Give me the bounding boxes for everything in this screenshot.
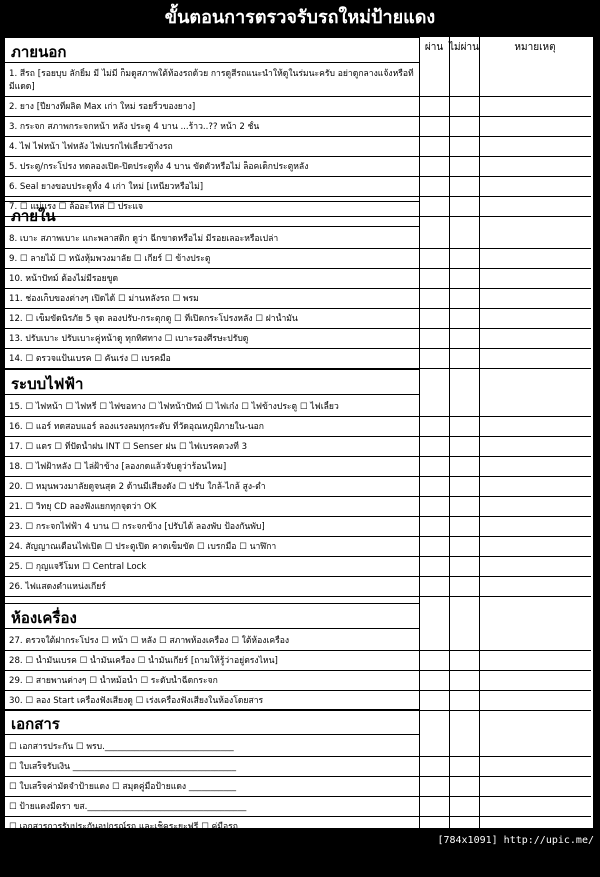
checklist-row[interactable] (5, 99, 591, 117)
checklist-row[interactable] (5, 579, 591, 597)
checklist-row[interactable] (5, 311, 591, 329)
checklist-row[interactable] (5, 633, 591, 651)
checklist-item-text: 14. ☐ ตรวจแป้นเบรค ☐ คันเร่ง ☐ เบรคมือ (9, 354, 171, 364)
checklist-row[interactable] (5, 67, 591, 97)
checklist-item-text: 18. ☐ ไฟฝ้าหลัง ☐ ไล่ฝ้าข้าง [ลองกดแล้วจับดูว่าร้อนไหม] (9, 462, 227, 472)
checklist-item-text: 21. ☐ วิทยุ CD ลองฟังแยกทุกจุดว่า OK (9, 502, 157, 512)
checklist-item-text: 29. ☐ สายพานต่างๆ ☐ น้ำหม้อน้ำ ☐ ระดับน้ำฉีดกระจก (9, 676, 218, 686)
checklist-row[interactable] (5, 739, 591, 757)
section-title: ห้องเครื่อง (11, 609, 77, 627)
checklist-row[interactable] (5, 479, 591, 497)
checklist-item-text: 25. ☐ กุญแจรีโมท ☐ Central Lock (9, 562, 147, 572)
checklist-row[interactable] (5, 759, 591, 777)
checklist-row[interactable] (5, 779, 591, 797)
checklist-row[interactable] (5, 519, 591, 537)
section-title: ภายใน (11, 207, 56, 225)
section-title: ระบบไฟฟ้า (11, 375, 84, 393)
checklist-row[interactable] (5, 799, 591, 817)
checklist-item-text: 15. ☐ ไฟหน้า ☐ ไฟหรี่ ☐ ไฟขอทาง ☐ ไฟหน้าปัทม์ ☐ ไฟเก๋ง ☐ ไฟข้างประตู ☐ ไฟเลี้ยว (9, 402, 339, 412)
checklist-item-text: 9. ☐ ลายไม้ ☐ หนังหุ้มพวงมาลัย ☐ เกียร์ ☐ ข้างประตู (9, 254, 211, 264)
checklist-item-text: 10. หน้าปัทม์ ต้องไม่มีรอยขูด (9, 274, 119, 284)
column-header-fail: ไม่ผ่าน (449, 42, 479, 53)
checklist-item-text: 13. ปรับเบาะ ปรับเบาะคู่หน้าดู ทุกทิศทาง ☐ เบาะรองศีรษะปรับดู (9, 334, 249, 344)
checklist-item-text: 2. ยาง [ปียางที่ผลิต Max เก่า ใหม่ รอยริ้วของยาง] (9, 102, 196, 112)
section-header (5, 709, 419, 735)
checklist-item-text: ☐ ใบเสร็จค่ามัดจำป้ายแดง ☐ สมุดคู่มือป้ายแดง ___________ (9, 782, 237, 792)
checklist-item-text: 3. กระจก สภาพกระจกหน้า หลัง ประตู 4 บาน ...ร้าว..?? หน้า 2 ชั้น (9, 122, 260, 132)
checklist-row[interactable] (5, 539, 591, 557)
checklist-row[interactable] (5, 653, 591, 671)
column-header-pass: ผ่าน (424, 42, 444, 53)
checklist-item-text: 30. ☐ ลอง Start เครื่องฟังเสียงดู ☐ เร่งเครื่องฟังเสียงในห้องโดยสาร (9, 696, 264, 706)
checklist-row[interactable] (5, 419, 591, 437)
checklist-row[interactable] (5, 291, 591, 309)
checklist-row[interactable] (5, 119, 591, 137)
checklist-item-text: ☐ เอกสารเซ็นต์เตรียมจดทะเบียน _________________________ (9, 842, 242, 852)
checklist-row[interactable] (5, 439, 591, 457)
section-header (5, 201, 419, 227)
section-header (5, 37, 419, 63)
checklist-item-text: 16. ☐ แอร์ ทดสอบแอร์ ลองแรงลมทุกระดับ ที่วัดอุณหภูมิภายใน-นอก (9, 422, 264, 432)
checklist-item-text: 26. ไฟแสดงตำแหน่งเกียร์ (9, 582, 106, 592)
checklist-item-text: 20. ☐ หมุนพวงมาลัยดูจนสุด 2 ด้านมีเสียงดัง ☐ ปรับ ใกล้-ไกล้ สูง-ต่ำ (9, 482, 266, 492)
section-header (5, 603, 419, 629)
checklist-item-text: ☐ เอกสารประกัน ☐ พรบ.______________________________ (9, 742, 234, 752)
checklist-item-text: 27. ตรวจใต้ฝากระโปรง ☐ หน้า ☐ หลัง ☐ สภาพห้องเครื่อง ☐ ใต้ห้องเครื่อง (9, 636, 290, 646)
section-title: ภายนอก (11, 43, 67, 61)
page-title: ขั้นตอนการตรวจรับรถใหม่ป้ายแดง (164, 7, 436, 28)
checklist-item-text: 17. ☐ แตร ☐ ที่ปัดน้ำฝน INT ☐ Senser ฝน ☐ ไฟเบรคดวงที่ 3 (9, 442, 248, 452)
checklist-row[interactable] (5, 499, 591, 517)
checklist-row[interactable] (5, 139, 591, 157)
checklist-item-text: ☐ ป้ายแดงมีตรา ขส._____________________________________ (9, 802, 247, 812)
checklist-row[interactable] (5, 159, 591, 177)
checklist-row[interactable] (5, 179, 591, 197)
checklist-item-text: ☐ เอกสารการรับประกันอุปกรณ์รถ และเช็คระยะฟรี ☐ คู่มือรถ (9, 822, 238, 832)
checklist-row[interactable] (5, 331, 591, 349)
checklist-item-text: 24. สัญญาณเตือนไฟเปิด ☐ ประตูเปิด คาดเข็มขัด ☐ เบรกมือ ☐ นาฬิกา (9, 542, 277, 552)
checklist-item-text: 11. ช่องเก็บของต่างๆ เปิดได้ ☐ ม่านหลังรถ ☐ พรม (9, 294, 199, 304)
checklist-row[interactable] (5, 559, 591, 577)
checklist-row[interactable] (5, 251, 591, 269)
checklist-item-text: 4. ไฟ ไฟหน้า ไฟหลัง ไฟเบรกไฟเลี้ยวข้างรถ (9, 142, 173, 152)
checklist-item-text: 23. ☐ กระจกไฟฟ้า 4 บาน ☐ กระจกข้าง [ปรับได้ ลองพับ ป้องกันพับ] (9, 522, 265, 532)
checklist-item-text: 7. ☐ แม่แรง ☐ ล้ออะไหล่ ☐ ประแจ (9, 202, 143, 212)
checklist-item-text: ☐ ของแถมต่างๆ ตามตกลงในใบจอง _________________________ (9, 862, 254, 872)
checklist-item-text: 12. ☐ เข็มขัดนิรภัย 5 จุด ลองปรับ-กระตุกดู ☐ ที่เปิดกระโปรงหลัง ☐ ฝาน้ำมัน (9, 314, 298, 324)
checklist-item-text: 8. เบาะ สภาพเบาะ แกะพลาสติก ดูว่า ฉีกขาดหรือไม่ มีรอยเลอะหรือเปล่า (9, 234, 279, 244)
section-header (5, 369, 419, 395)
checklist-item-text: 28. ☐ น้ำมันเบรค ☐ น้ำมันเครื่อง ☐ น้ำมันเกียร์ [ถามให้รู้ว่าอยู่ตรงไหน] (9, 656, 278, 666)
section-title: เอกสาร (11, 715, 60, 733)
checklist-row[interactable] (5, 399, 591, 417)
image-source-caption: [784x1091] http://upic.me/ (437, 835, 594, 846)
checklist-item-text: 1. สีรถ [รอยบุบ ลักยิ้ม มี ไม่มี ก็มดูสภาพใต้ท้องรถด้วย การดูสีรถแนะนำให้ดูในร่มนะครับ อย่าดูกลางแจ้งหรือที่มีแดด] (9, 69, 414, 92)
checklist-item-text: 6. Seal ยางขอบประตูทั้ง 4 เก่า ใหม่ [เหนียวหรือไม่] (9, 182, 204, 192)
checklist-row[interactable] (5, 459, 591, 477)
checklist-item-text: 5. ประตู/กระโปรง ทดลองเปิด-ปิดประตูทั้ง 4 บาน ขัดตัวหรือไม่ ล็อคเด็กประตูหลัง (9, 162, 309, 172)
checklist-row[interactable] (5, 231, 591, 249)
checklist-row[interactable] (5, 351, 591, 369)
checklist-row[interactable] (5, 271, 591, 289)
checklist-item-text: ☐ ใบเสร็จรับเงิน ______________________________________ (9, 762, 237, 772)
checklist-row[interactable] (5, 859, 591, 877)
checklist-row[interactable] (5, 673, 591, 691)
column-header-note: หมายเหตุ (514, 42, 556, 53)
